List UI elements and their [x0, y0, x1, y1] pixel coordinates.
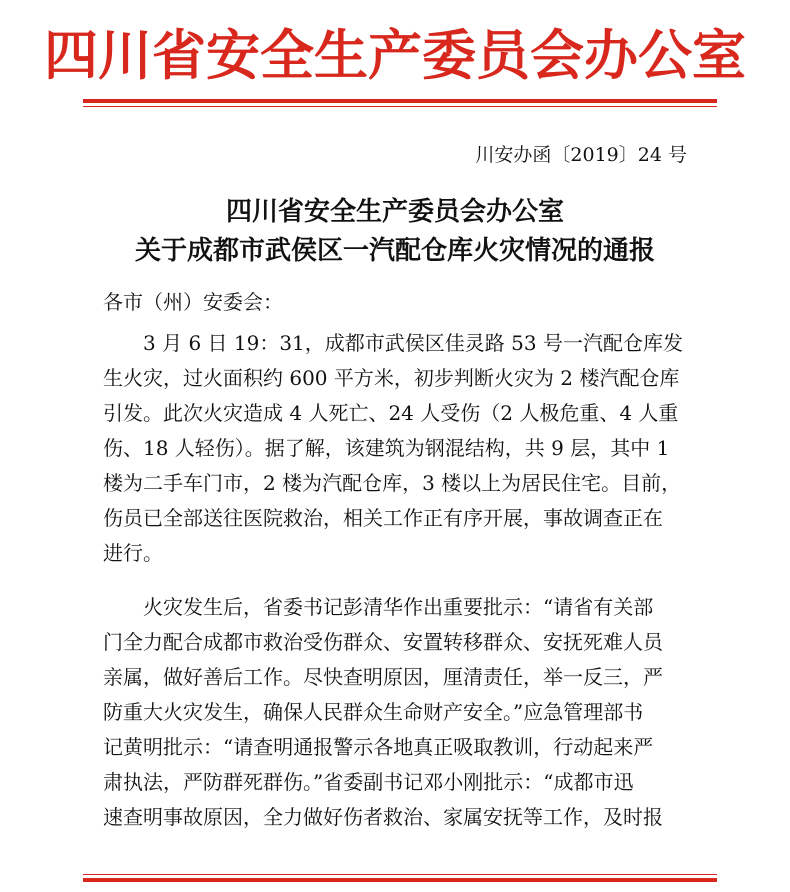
text-line: 门全力配合成都市救治受伤群众、安置转移群众、安抚死难人员	[103, 630, 663, 654]
text-line: 肃执法，严防群死群伤。”省委副书记邓小刚批示：“成都市迅	[103, 770, 634, 794]
salutation: 各市（州）安委会：	[103, 290, 283, 314]
text-line: 亲属，做好善后工作。尽快查明原因，厘清责任，举一反三，严	[103, 665, 663, 689]
text-line: 记黄明批示：“请查明通报警示各地真正吸取教训，行动起来严	[103, 735, 654, 759]
text-line: 进行。	[103, 541, 163, 565]
text-line: 防重大火灾发生，确保人民群众生命财产安全。”应急管理部书	[103, 700, 644, 724]
text-line: 生火灾，过火面积约 600 平方米，初步判断火灾为 2 楼汽配仓库	[103, 366, 680, 390]
text-line: 楼为二手车门市，2 楼为汽配仓库，3 楼以上为居民住宅。目前，	[103, 471, 682, 495]
text-line: 3 月 6 日 19：31，成都市武侯区佳灵路 53 号一汽配仓库发	[103, 331, 683, 355]
text-line: 引发。此次火灾造成 4 人死亡、24 人受伤（2 人极危重、4 人重	[103, 401, 679, 425]
letterhead-title: 四川省安全生产委员会办公室	[44, 24, 746, 87]
letterhead-rule-thick	[83, 99, 717, 103]
document-title	[0, 193, 790, 271]
footer-rule-thick	[83, 878, 717, 882]
title-line-2: 关于成都市武侯区一汽配仓库火灾情况的通报	[134, 236, 655, 266]
text-line: 伤员已全部送往医院救治，相关工作正有序开展，事故调查正在	[103, 506, 663, 530]
text-line: 速查明事故原因，全力做好伤者救治、家属安抚等工作，及时报	[103, 805, 663, 829]
footer-rule-thin	[83, 874, 717, 875]
paragraph-instructions	[103, 590, 699, 835]
letterhead-rule-thin	[83, 106, 717, 107]
text-line: 火灾发生后，省委书记彭清华作出重要批示：“请省有关部	[103, 595, 654, 619]
document-number: 川安办函〔2019〕24 号	[475, 144, 687, 166]
text-line: 伤、18 人轻伤）。据了解，该建筑为钢混结构，共 9 层，其中 1	[103, 436, 670, 460]
paragraph-incident	[103, 326, 699, 571]
title-line-1: 四川省安全生产委员会办公室	[225, 197, 564, 227]
